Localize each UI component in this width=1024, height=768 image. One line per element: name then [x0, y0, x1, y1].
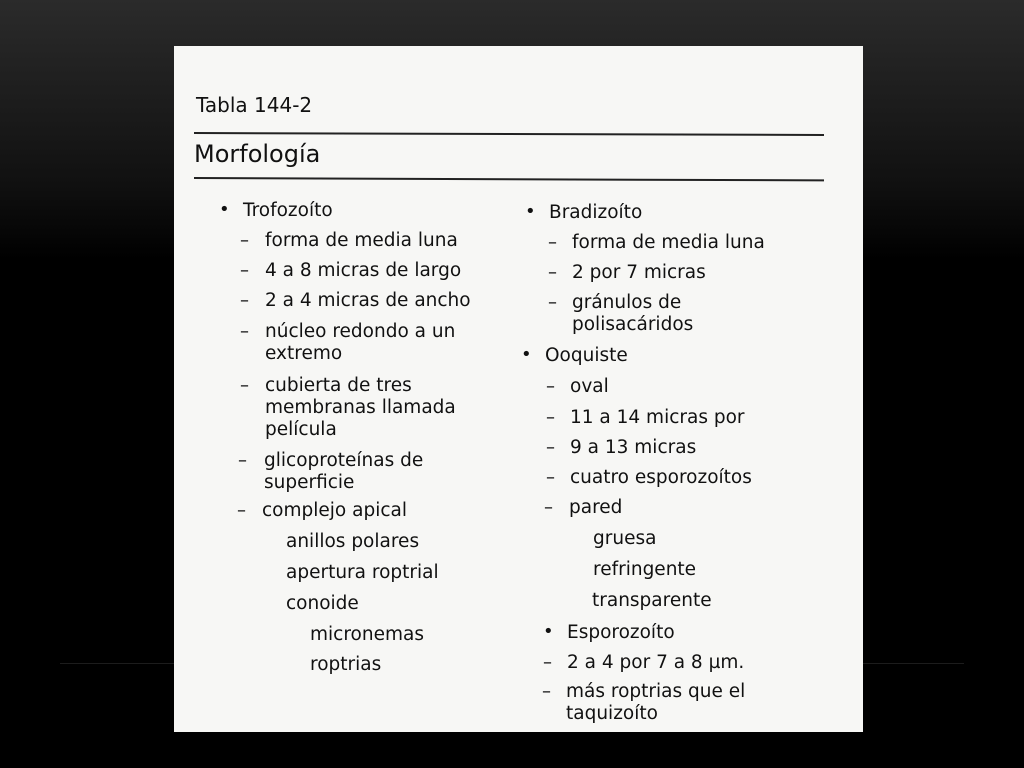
dash-icon: –: [240, 230, 249, 251]
list-item: oval: [570, 376, 609, 397]
sub-item: refringente: [593, 559, 697, 580]
dash-icon: –: [546, 437, 555, 458]
list-item: pared: [569, 497, 623, 518]
sub-item: apertura roptrial: [286, 562, 439, 583]
sub-sub-item: roptrias: [310, 654, 382, 675]
list-item-continuation: superficie: [264, 472, 355, 493]
ooquiste-heading: Ooquiste: [545, 345, 628, 366]
dash-icon: –: [542, 681, 551, 702]
dash-icon: –: [240, 260, 249, 281]
list-item: forma de media luna: [265, 230, 458, 251]
bullet-icon: •: [219, 199, 230, 220]
dash-icon: –: [240, 290, 249, 311]
dash-icon: –: [240, 321, 249, 342]
sub-sub-item: micronemas: [310, 624, 424, 645]
list-item: forma de media luna: [572, 232, 765, 253]
scanned-table: [174, 46, 863, 732]
sub-item: conoide: [286, 593, 359, 614]
list-item: glicoproteínas de: [264, 450, 424, 471]
dash-icon: –: [546, 407, 555, 428]
list-item-continuation: extremo: [265, 343, 343, 364]
list-item: 11 a 14 micras por: [570, 407, 745, 428]
table-title: Morfología: [194, 140, 321, 168]
list-item: 2 por 7 micras: [572, 262, 706, 283]
sub-item: gruesa: [593, 528, 657, 549]
title-rule: [194, 177, 824, 181]
table-label: Tabla 144-2: [196, 93, 313, 117]
bullet-icon: •: [521, 344, 532, 365]
dash-icon: –: [546, 376, 555, 397]
dash-icon: –: [543, 652, 552, 673]
dash-icon: –: [548, 232, 557, 253]
list-item-continuation: polisacáridos: [572, 314, 694, 335]
list-item: 2 a 4 por 7 a 8 µm.: [567, 652, 745, 673]
top-rule: [194, 132, 824, 136]
list-item-continuation: membranas llamada: [265, 397, 456, 418]
list-item-continuation: película: [265, 419, 337, 440]
sub-item: transparente: [592, 590, 712, 611]
dash-icon: –: [237, 500, 246, 521]
list-item: gránulos de: [572, 292, 682, 313]
dash-icon: –: [544, 497, 553, 518]
list-item: cuatro esporozoítos: [570, 467, 752, 488]
list-item: cubierta de tres: [265, 375, 412, 396]
list-item-continuation: taquizoíto: [566, 703, 658, 724]
list-item: 4 a 8 micras de largo: [265, 260, 462, 281]
list-item: 9 a 13 micras: [570, 437, 697, 458]
esporozoito-heading: Esporozoíto: [567, 622, 675, 643]
dash-icon: –: [548, 262, 557, 283]
dash-icon: –: [238, 450, 247, 471]
list-item: núcleo redondo a un: [265, 321, 456, 342]
trofozoito-heading: Trofozoíto: [243, 200, 333, 221]
sub-item: anillos polares: [286, 531, 420, 552]
bradizoito-heading: Bradizoíto: [549, 202, 643, 223]
bullet-icon: •: [525, 201, 536, 222]
dash-icon: –: [240, 375, 249, 396]
list-item: más roptrias que el: [566, 681, 746, 702]
list-item: complejo apical: [262, 500, 407, 521]
dash-icon: –: [548, 292, 557, 313]
list-item: 2 a 4 micras de ancho: [265, 290, 471, 311]
bullet-icon: •: [543, 621, 554, 642]
dash-icon: –: [546, 467, 555, 488]
